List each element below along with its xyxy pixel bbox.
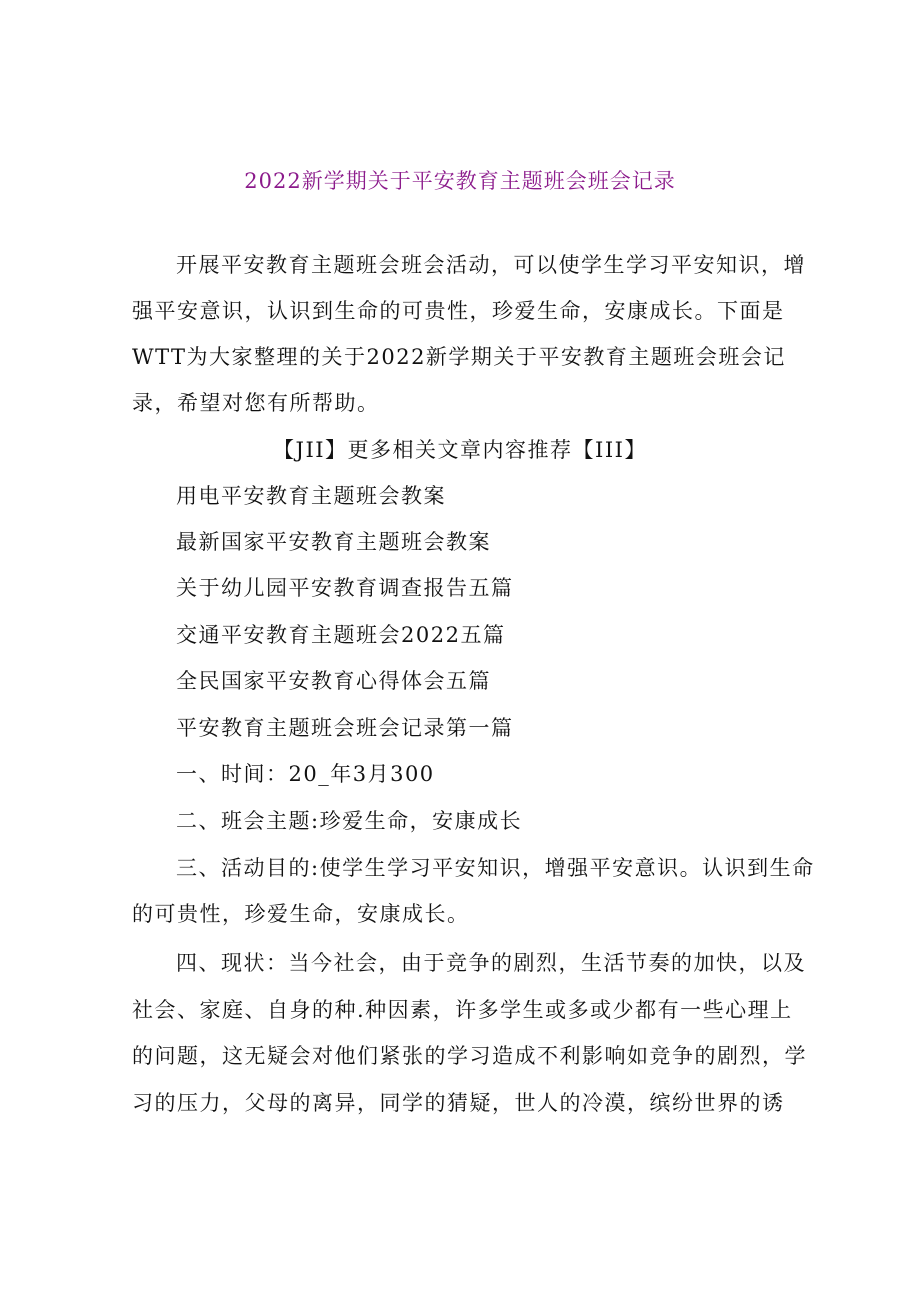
- record-purpose-line-1: 三、活动目的:使学生学习平安知识，增强平安意识。认识到生命: [176, 856, 815, 880]
- recommend-link-1[interactable]: 用电平安教育主题班会教案: [176, 484, 446, 508]
- record-purpose-line-2: 的可贵性，珍爱生命，安康成长。: [132, 902, 470, 926]
- record-status-line-4: 习的压力，父母的离异，同学的猜疑，世人的冷漠，缤纷世界的诱: [132, 1091, 785, 1115]
- record-status-line-3: 的问题，这无疑会对他们紧张的学习造成不利影响如竞争的剧烈，学: [132, 1044, 807, 1068]
- recommend-header: 【JII】更多相关文章内容推荐【III】: [273, 438, 647, 462]
- recommend-link-5[interactable]: 全民国家平安教育心得体会五篇: [176, 669, 491, 693]
- intro-line-1: 开展平安教育主题班会班会活动，可以使学生学习平安知识，增: [176, 253, 806, 277]
- recommend-link-3[interactable]: 关于幼儿园平安教育调查报告五篇: [176, 576, 514, 600]
- recommend-link-6[interactable]: 平安教育主题班会班会记录第一篇: [176, 716, 514, 740]
- recommend-link-4[interactable]: 交通平安教育主题班会2022五篇: [176, 623, 506, 647]
- recommend-link-2[interactable]: 最新国家平安教育主题班会教案: [176, 530, 491, 554]
- intro-line-4: 录，希望对您有所帮助。: [132, 391, 380, 415]
- intro-line-3: WTT为大家整理的关于2022新学期关于平安教育主题班会班会记: [132, 345, 786, 369]
- document-title: 2022新学期关于平安教育主题班会班会记录: [244, 169, 676, 193]
- record-time: 一、时间：20_年3月300: [176, 762, 435, 786]
- record-status-line-1: 四、现状：当今社会，由于竞争的剧烈，生活节奏的加快，以及: [176, 951, 806, 975]
- record-theme: 二、班会主题:珍爱生命，安康成长: [176, 809, 523, 833]
- intro-line-2: 强平安意识，认识到生命的可贵性，珍爱生命，安康成长。下面是: [132, 299, 785, 323]
- record-status-line-2: 社会、家庭、自身的种.种因素，许多学生或多或少都有一些心理上: [132, 998, 793, 1022]
